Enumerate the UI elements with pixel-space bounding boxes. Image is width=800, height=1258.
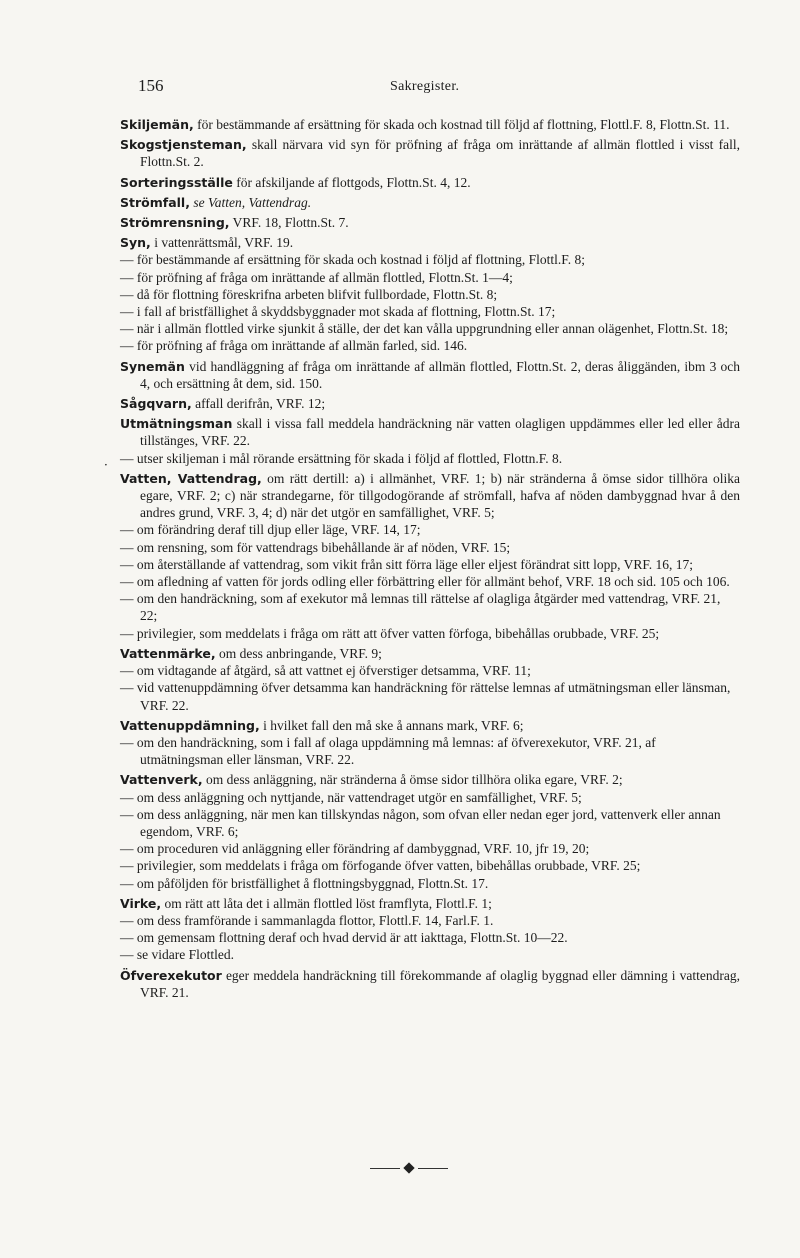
entry-subline: — om rensning, som för vattendrags bibehållande är af nöden, VRF. 15; <box>120 539 511 555</box>
entry-subline: — om påföljden för bristfällighet å flottningsbyggnad, Flottn.St. 17. <box>120 875 489 891</box>
entry-subline: — om återställande af vattendrag, som vikit från sitt förra läge eller eljest förändrat sitt lopp, VRF. 16, 17; <box>120 556 694 572</box>
entry-heading: Skogstjensteman, <box>120 137 247 153</box>
entry-subline: — om afledning af vatten för jords odling eller förbättring eller för allmänt behof, VRF. 18 och sid. 105 och 106. <box>120 574 730 590</box>
entry-text: skall närvara vid syn för pröfning af fråga om inrättande af allmän flottled i visst fall, Flottn.St. 2. <box>140 137 740 170</box>
entry-heading: Öfverexekutor <box>120 967 222 983</box>
index-entry <box>120 395 740 412</box>
ornamental-divider-icon <box>370 1163 450 1175</box>
entry-text: för afskiljande af flottgods, Flottn.St. 4, 12. <box>236 174 471 190</box>
index-entry <box>120 136 740 170</box>
entry-text: skall i vissa fall meddela handräckning när vatten olagligen uppdämmes eller led eller ådra tillstänges, VRF. 22. <box>140 416 740 449</box>
entry-subline: — om dess framförande i sammanlagda flottor, Flottl.F. 14, Farl.F. 1. <box>120 912 494 928</box>
entry-text: affall derifrån, VRF. 12; <box>195 396 326 412</box>
entry-subline: — för pröfning af fråga om inrättande af allmän farled, sid. 146. <box>120 338 468 354</box>
entry-heading: Virke, <box>120 895 162 911</box>
entry-subline: — om gemensam flottning deraf och hvad dervid är att iakttaga, Flottn.St. 10—22. <box>120 930 568 946</box>
entry-subline: — om den handräckning, som i fall af olaga uppdämning må lemnas: af öfverexekutor, VRF. 21, af utmätningsman eller länsman, VRF. 22. <box>120 734 656 768</box>
entry-heading: Vatten, Vattendrag, <box>120 470 262 486</box>
entry-subline: — privilegier, som meddelats i fråga om förfogande öfver vatten, bibehållas orubbade, VRF. 25; <box>120 858 641 874</box>
entry-text: för bestämmande af ersättning för skada och kostnad till följd af flottning, Flottl.F. 8, Flottn.St. 11. <box>197 117 730 132</box>
entry-heading: Syn, <box>120 235 151 251</box>
entry-subline: — privilegier, som meddelats i fråga om rätt att öfver vatten förfoga, bibehållas orubbade, VRF. 25; <box>120 625 660 641</box>
entry-subline: — om förändring deraf till djup eller läge, VRF. 14, 17; <box>120 522 421 538</box>
entry-heading: Skiljemän, <box>120 117 194 132</box>
entry-subline: — om dess anläggning och nyttjande, när vattendraget utgör en samfällighet, VRF. 5; <box>120 789 582 805</box>
index-entry <box>120 234 740 354</box>
entry-heading: Sorteringsställe <box>120 174 233 190</box>
entry-heading: Utmätningsman <box>120 416 233 432</box>
index-entry <box>120 174 740 191</box>
entry-text: i vattenrättsmål, VRF. 19. <box>154 235 294 251</box>
index-entry <box>120 194 740 211</box>
margin-mark: · <box>104 458 108 472</box>
entry-text: om dess anläggning, när stränderna å ömse sidor tillhöra olika egare, VRF. 2; <box>205 772 623 788</box>
entry-heading: Vattenmärke, <box>120 645 216 661</box>
entry-heading: Sågqvarn, <box>120 396 192 412</box>
entry-subline: — se vidare Flottled. <box>120 947 234 963</box>
entry-subline: — när i allmän flottled virke sjunkit å ställe, der det kan vålla uppgrundning eller annan olägenhet, Flottn.St. 18; <box>120 321 729 337</box>
entry-heading: Strömrensning, <box>120 215 230 231</box>
index-entry <box>120 358 740 392</box>
page-header <box>120 76 760 100</box>
entry-heading: Vattenverk, <box>120 772 203 788</box>
entry-subline: — då för flottning föreskrifna arbeten blifvit fullbordade, Flottn.St. 8; <box>120 286 498 302</box>
entry-subline: — om dess anläggning, när men kan tillskyndas någon, som ofvan eller nedan eger jord, vattenverk eller annan egendom, VRF. 6; <box>120 806 721 839</box>
entry-text: om rätt dertill: a) i allmänhet, VRF. 1; b) när stränderna å ömse sidor tillhöra olika egare, VRF. 2; c) när strandegarne, för tillgodogörande af strömfall, hafva af nöden dambyggnad hvar å den andres grund, VRF. 3, 4; d) när det utgör en samfällighet, VRF. 5; <box>140 470 740 521</box>
entry-heading: Vattenuppdämning, <box>120 717 260 733</box>
entry-heading: Synemän <box>120 358 185 374</box>
index-entry <box>120 415 740 467</box>
index-entry <box>120 771 740 891</box>
entry-heading: Strömfall, <box>120 194 190 210</box>
entry-subline: — för pröfning af fråga om inrättande af allmän flottled, Flottn.St. 1—4; <box>120 269 513 285</box>
index-entry <box>120 967 740 1001</box>
running-title: Sakregister. <box>390 79 460 94</box>
entry-subline: — i fall af bristfällighet å skyddsbyggnader mot skada af flottning, Flottn.St. 17; <box>120 304 556 320</box>
entry-text: om rätt att låta det i allmän flottled löst framflyta, Flottl.F. 1; <box>164 895 492 911</box>
index-entries <box>120 116 740 1004</box>
entry-subline: — för bestämmande af ersättning för skada och kostnad i följd af flottning, Flottl.F. 8; <box>120 252 585 268</box>
entry-text: om dess anbringande, VRF. 9; <box>218 645 382 661</box>
entry-subline: — om proceduren vid anläggning eller förändring af dambyggnad, VRF. 10, jfr 19, 20; <box>120 841 590 857</box>
index-entry <box>120 717 740 769</box>
index-entry <box>120 895 740 964</box>
entry-text: i hvilket fall den må ske å annans mark, VRF. 6; <box>263 717 524 733</box>
entry-subline: — utser skiljeman i mål rörande ersättning för skada i följd af flottled, Flottn.F. 8. <box>120 450 563 466</box>
entry-text: se Vatten, Vattendrag. <box>193 194 312 210</box>
entry-text: eger meddela handräckning till förekommande af olaglig byggnad eller dämning i vattendrag, VRF. 21. <box>140 967 741 1000</box>
index-entry <box>120 645 740 714</box>
entry-subline: — om den handräckning, som af exekutor må lemnas till rättelse af olagliga åtgärder med vattendrag, VRF. 21, 22; <box>120 591 721 624</box>
page-number: 156 <box>138 76 164 95</box>
entry-subline: — vid vattenuppdämning öfver detsamma kan handräckning för rättelse lemnas af utmätningsman eller länsman, VRF. 22. <box>120 680 731 713</box>
index-entry <box>120 214 740 231</box>
entry-text: vid handläggning af fråga om inrättande af allmän flottled, Flottn.St. 2, deras åliggänden, ibm 3 och 4, och ersättning åt dem, sid. 150. <box>140 358 740 391</box>
index-entry <box>120 470 740 642</box>
entry-subline: — om vidtagande af åtgärd, så att vattnet ej öfverstiger detsamma, VRF. 11; <box>120 663 531 679</box>
index-entry <box>120 116 740 133</box>
entry-text: VRF. 18, Flottn.St. 7. <box>232 215 349 231</box>
